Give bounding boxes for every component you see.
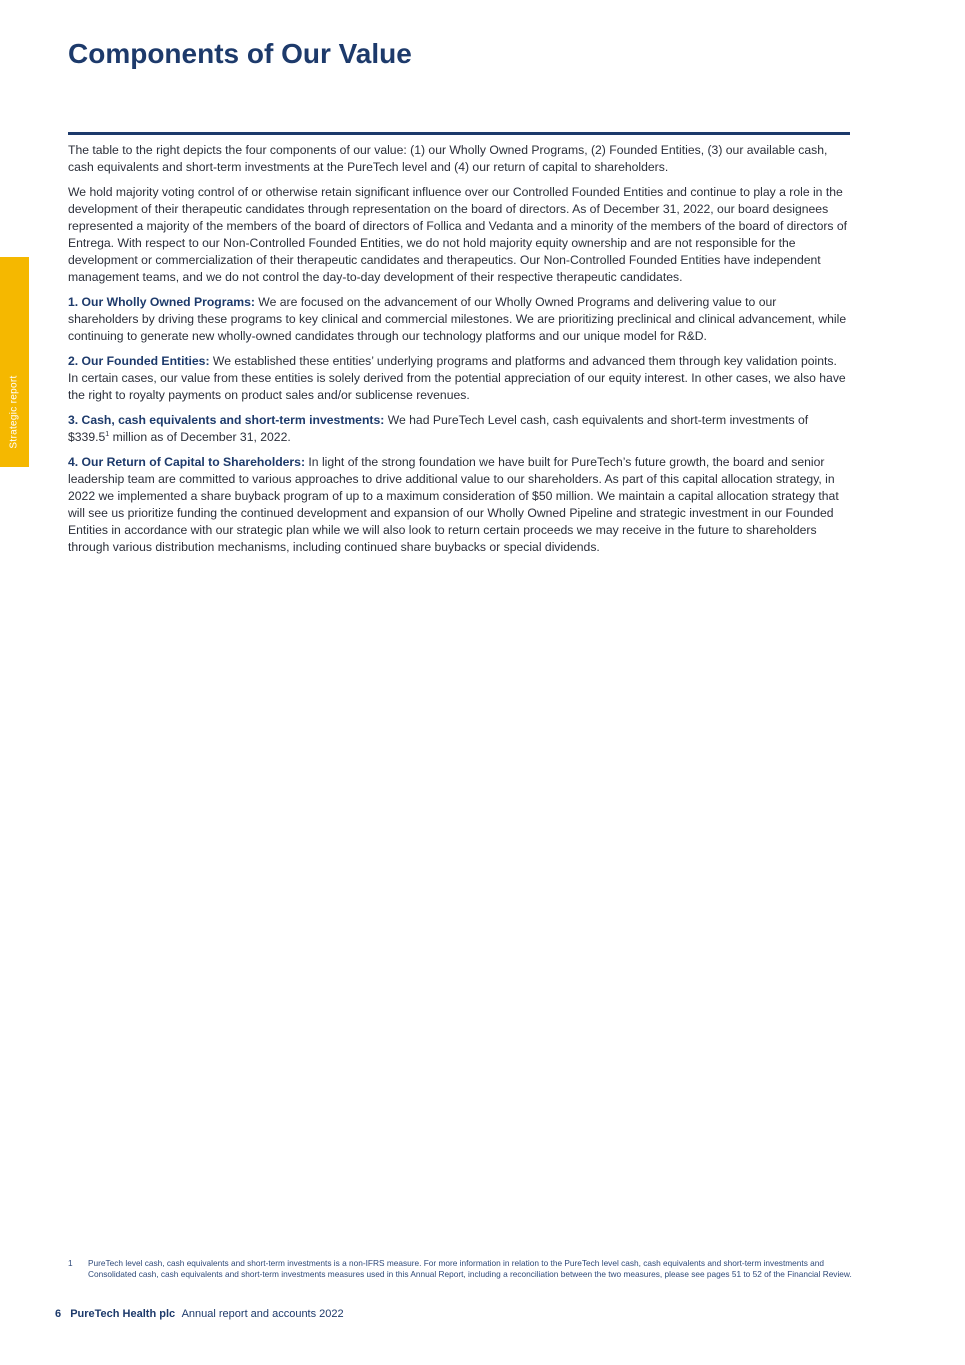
company-name: PureTech Health plc [70,1308,176,1320]
component-founded-entities [68,353,850,404]
title-divider [68,132,850,135]
page-number: 6 [55,1308,62,1320]
component-return-of-capital [68,454,850,556]
component-text: We are focused on the advancement of our Wholly Owned Programs and delivering value to our shareholders by driving these programs to key clinical and commercial milestones. We are prioritizing preclinical and clinical advancement, while continuing to generate new wholly-owned candidates through our technology platforms and our unique model for R&D. [68,295,847,343]
page-footer [55,1308,344,1320]
component-cash [68,412,850,446]
component-heading: 2. Our Founded Entities: [68,354,210,368]
footnote [68,1258,858,1279]
footnote-text: PureTech level cash, cash equivalents and short-term investments is a non-IFRS measure. For more information in relation to the PureTech level cash, cash equivalents and short-term investments and Consolidated cash, cash equivalents and short-term investments measures used in this Annual Report, including a reconciliation between the two measures, please see pages 51 to 52 of the Financial Review. [88,1258,852,1279]
component-text: In light of the strong foundation we have built for PureTech’s future growth, the board and senior leadership team are committed to various approaches to drive additional value to our shareholders. As part of this capital allocation strategy, in 2022 we implemented a share buyback program of up to a maximum consideration of $50 million. We maintain a capital allocation strategy that will see us prioritize funding the continued development and expansion of our Wholly Owned Pipeline and strategic investment in our Founded Entities in accordance with our strategic plan while we will also look to return certain proceeds we may receive in the future to shareholders through various distribution mechanisms, including continued share buybacks or special dividends. [68,455,839,554]
component-heading: 1. Our Wholly Owned Programs: [68,295,255,309]
component-heading: 4. Our Return of Capital to Shareholders: [68,455,306,469]
component-text: We established these entities’ underlying programs and platforms and advanced them through key validation points. In certain cases, our value from these entities is solely derived from the potential appreciation of our equity interest. In other cases, we also have the right to royalty payments on product sales and/or sublicense revenues. [68,354,846,402]
main-content [68,142,850,564]
document-name: Annual report and accounts 2022 [181,1308,344,1320]
section-tab-label: Strategic report [8,375,20,449]
component-wholly-owned [68,294,850,345]
page-title: Components of Our Value [68,38,412,69]
component-text: We had PureTech Level cash, cash equivalents and short-term investments of $339.5 [68,413,809,444]
intro-paragraph: The table to the right depicts the four components of our value: (1) our Wholly Owned Programs, (2) Founded Entities, (3) our available cash, cash equivalents and short-term investments at the PureTech level and (4) our return of capital to shareholders. [68,143,828,174]
component-heading: 3. Cash, cash equivalents and short-term investments: [68,413,385,427]
footnote-ref: 1 [105,430,110,438]
component-text-end: million as of December 31, 2022. [109,430,291,444]
footnote-number: 1 [68,1258,73,1268]
control-paragraph: We hold majority voting control of or otherwise retain significant influence over our Controlled Founded Entities and continue to play a role in the development of their therapeutic candidates through representation on the board of directors. As of December 31, 2022, our board designees represented a majority of the members of the board of directors of Follica and Vedanta and a minority of the members of the board of directors of Entrega. With respect to our Non-Controlled Founded Entities, we do not hold majority equity ownership and are not responsible for the development or commercialization of their therapeutic candidates and therapeutics. Our Non-Controlled Founded Entities have independent management teams, and we do not control the day-to-day development of their respective therapeutic candidates. [68,185,848,284]
